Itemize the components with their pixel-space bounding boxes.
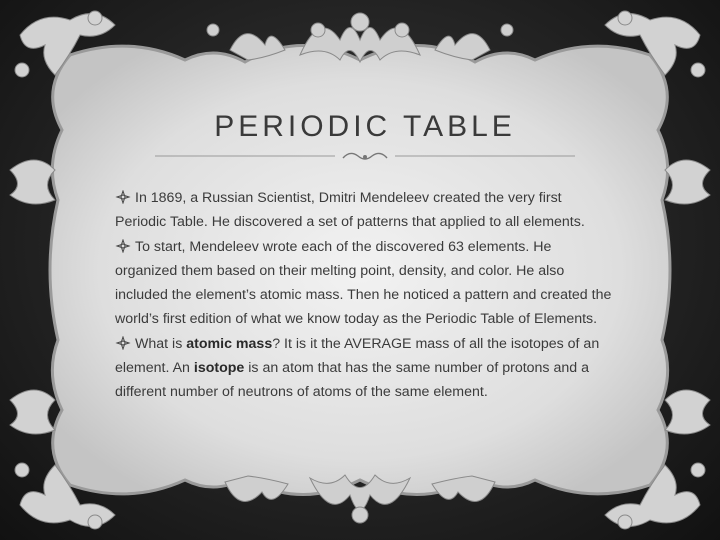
paragraph-2 xyxy=(115,235,615,332)
paragraph-3 xyxy=(115,332,615,405)
paragraph-3-part1: What is xyxy=(135,335,187,352)
paragraph-1 xyxy=(115,186,615,235)
paragraph-1-text: In 1869, a Russian Scientist, Dmitri Mendeleev created the very first Periodic Table. He discovered a set of patterns that applied to all elements. xyxy=(115,190,585,231)
term-isotope: isotope xyxy=(193,360,245,377)
paragraph-2-text: To start, Mendeleev wrote each of the discovered 63 elements. He organized them based on their melting point, density, and color. He also included the element’s atomic mass. Then he noticed a pattern and created the world’s first edition of what we know today as the Periodic Table of Elements. xyxy=(115,238,612,328)
body-text xyxy=(115,186,615,405)
diamond-bullet-icon xyxy=(115,336,131,350)
diamond-bullet-icon xyxy=(115,190,131,204)
paragraph-3-part2: ? It is it the AVERAGE mass of all the isotopes of an element. An xyxy=(115,335,600,377)
top-ornament xyxy=(207,13,513,62)
bottom-ornament xyxy=(225,475,495,523)
slide-content xyxy=(115,110,615,405)
term-atomic-mass: atomic mass xyxy=(186,335,273,352)
diamond-bullet-icon xyxy=(115,239,131,253)
divider-flourish-icon xyxy=(155,150,575,166)
paragraph-3-part3: is an atom that has the same number of protons and a different number of neutrons of atoms of the same element. xyxy=(115,360,589,401)
slide-title: PERIODIC TABLE xyxy=(214,110,516,143)
